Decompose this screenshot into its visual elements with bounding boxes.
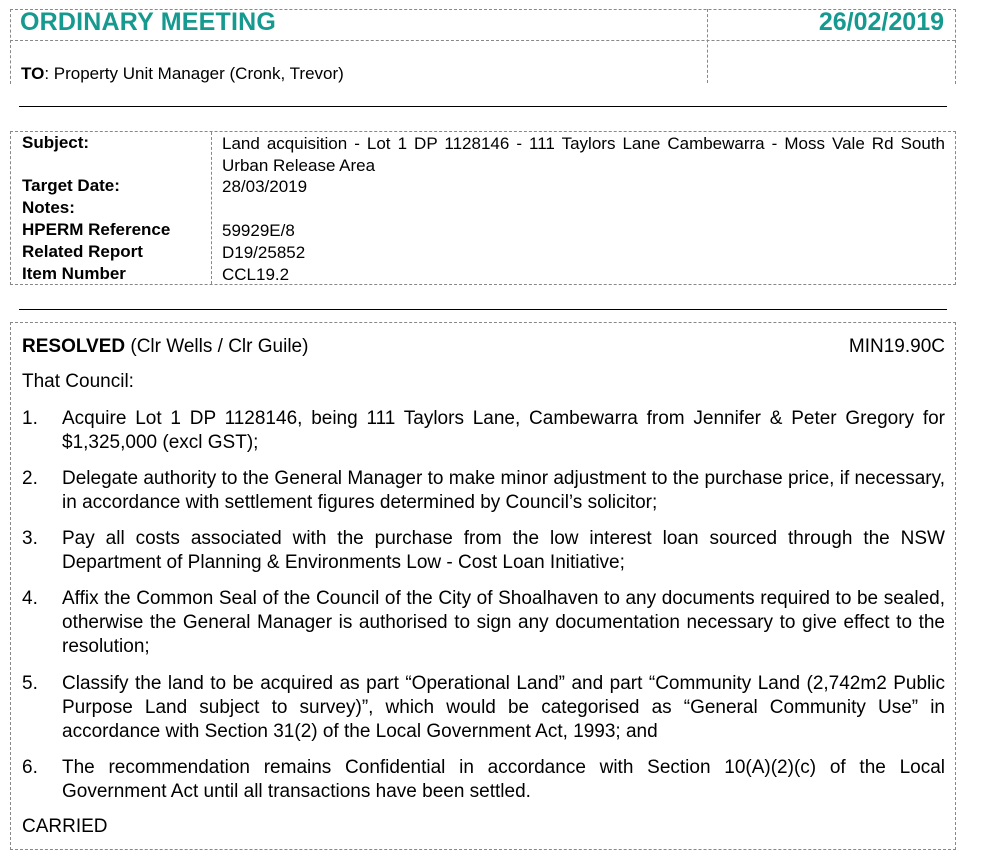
header-divider [10,40,955,41]
item-text: The recommendation remains Confidential in accordance with Section 10(A)(2)(c) of the Local Government Act until all transactions have been settled. [62,757,945,802]
meeting-title: ORDINARY MEETING [20,8,276,36]
resolution-heading [22,336,308,358]
item-number: 4. [22,588,38,609]
hperm-label: HPERM Reference [22,220,171,239]
item-text: Delegate authority to the General Manager to make minor adjustment to the purchase price, if necessary, in accordance with settlement figures determined by Council’s solicitor; [62,468,945,513]
related-report-label: Related Report [22,242,143,261]
item-number: 2. [22,468,38,489]
header-divider [707,9,708,83]
item-number-value: CCL19.2 [222,265,290,284]
resolution-intro: That Council: [22,371,134,392]
carried-label: CARRIED [22,816,108,837]
notes-label: Notes: [22,198,75,217]
addressee [21,64,344,84]
item-number: 6. [22,757,38,778]
column-divider [211,132,212,284]
subject-value: Land acquisition - Lot 1 DP 1128146 - 111 Taylors Lane Cambewarra - Moss Vale Rd South Urban Release Area [222,134,945,175]
details-table [10,131,956,285]
related-report-value: D19/25852 [222,243,306,262]
resolved-label: RESOLVED [22,336,126,357]
meeting-date: 26/02/2019 [818,8,944,36]
addressee-label: TO [21,64,45,83]
horizontal-rule [19,106,947,107]
target-date-label: Target Date: [22,176,120,195]
target-date-value: 28/03/2019 [222,177,308,196]
item-text: Classify the land to be acquired as part “Operational Land” and part “Community Land (2,742m2 Public Purpose Land subject to survey)”, which would be categorised as “General Community Use” in accordance with Section 31(2) of the Local Government Act, 1993; and [62,673,945,742]
movers: (Clr Wells / Clr Guile) [125,336,309,357]
horizontal-rule [19,309,947,310]
subject-label: Subject: [22,133,90,152]
hperm-value: 59929E/8 [222,221,295,240]
item-number-label: Item Number [22,264,126,283]
minute-number: MIN19.90C [848,336,945,357]
addressee-value: : Property Unit Manager (Cronk, Trevor) [44,64,344,83]
item-number: 1. [22,408,38,429]
item-text: Pay all costs associated with the purchase from the low interest loan sourced through the NSW Department of Planning & Environments Low - Cost Loan Initiative; [62,528,945,573]
item-number: 5. [22,673,38,694]
item-number: 3. [22,528,38,549]
resolution-box [10,322,956,850]
item-text: Acquire Lot 1 DP 1128146, being 111 Taylors Lane, Cambewarra from Jennifer & Peter Gregory for $1,325,000 (excl GST); [62,408,945,453]
item-text: Affix the Common Seal of the Council of the City of Shoalhaven to any documents required to be sealed, otherwise the General Manager is authorised to sign any documentation necessary to give effect to the resolution; [62,588,945,657]
